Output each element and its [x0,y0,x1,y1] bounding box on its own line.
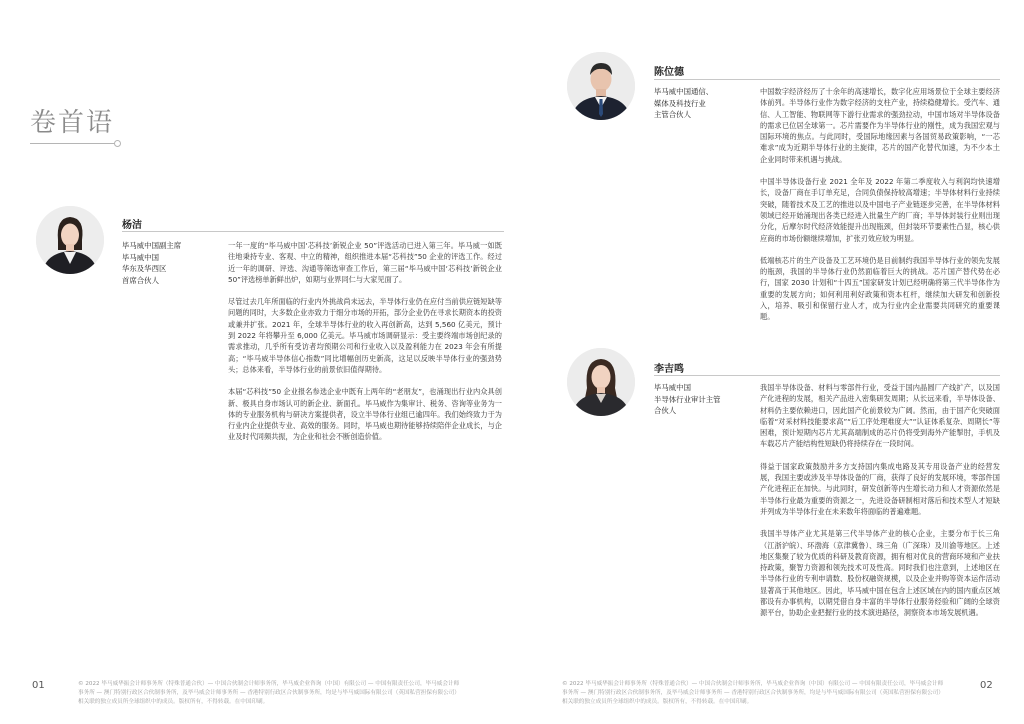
person-role-yang-jie [122,240,181,286]
role-line: 毕马威中国副主席 [122,241,182,250]
title-divider [30,143,116,144]
portrait-li-jiming [567,348,635,416]
footer-copyright-right: © 2022 毕马威华振会计师事务所（特殊普通合伙）— 中国合伙制会计师事务所，毕马威企业咨询（中国）有限公司 — 中国有限责任公司，毕马威会计师事务所 — 澳门特别行政区合伙制事务所，及毕马威会计师事务所 — 香港特别行政区合伙制事务所，均是与毕马威国际有限公司（英国私营担保有限公司）相关联的独立成员所全球组织中的成员。版权所有，不得转载。在中国印刷。 [562,681,944,705]
role-line: 半导体行业审计主管 [654,394,721,404]
intro-text-li-jiming [760,382,1000,619]
intro-text-chen-weide [760,86,1000,323]
person-role-chen-weide [654,86,713,121]
portrait-yang-jie [36,206,104,274]
name-divider [654,79,1000,80]
avatar-chen-weide [567,52,635,120]
paragraph: 中国半导体设备行业 2021 全年及 2022 年第二季度收入与利润均快速增长，设备厂商在手订单充足，合同负债保持较高增速；半导体材料行业持续突破，随着技术及工艺的推进以及中国电子产业链逐步完善，在半导体材料领域已经开始涌现出各类已经进入批量生产的厂商；半导体封装行业则出现分化，后摩尔时代经济效能提升出现瓶颈，但封装环节要素性凸显，核心供应商的市场份额继续增加，扩张刃效应较为明显。 [760,177,1000,243]
paragraph: 一年一度的“毕马威中国‘芯科技’新锐企业 50”评选活动已进入第三年。毕马威一如既往地秉持专业、客观、中立的精神，组织推进本届“芯科技”50 企业的评选工作。经过近一年的调研、评选、沟通等筛选审查工作后，第三届“毕马威中国‘芯科技’新锐企业 50”评选榜单新鲜出炉，如期与业界同仁与大家见面了。 [228,241,502,284]
paragraph: 得益于国家政策鼓励并多方支持国内集成电路及其专用设备产业的经营发展，我国主要或涉及半导体设备的厂商，获得了良好的发展环境，零部件国产化进程正在加快。与此同时，研发创新等内生增长动力和人才资源依然是半导体行业最为重要的资源之一，先进设备研制相对落后和技术型人才短缺并列成为半导体行业在未来数年将面临的普遍难题。 [760,461,1000,516]
paragraph: 本届“芯科技”50 企业报名参选企业中既有上两年的“老朋友”，也涌现出行业内众具创新、极具自身市场认可的新企业、新面孔。毕马威作为集审计、税务、咨询等业务为一体的专业服务机构与研决方案提供者，设立半导体行业组已逾四年。我们始终致力于为行业内企业提供专业、高效的服务。同时，毕马威也期待能够持续陪伴企业成长，与企业及时代同频共振，为企业和社会不断创造价值。 [228,387,502,442]
paragraph: 我国半导体产业尤其是第三代半导体产业的核心企业，主要分布于长三角（江浙沪皖）、环渤海（京津冀鲁）、珠三角（广深珠）及川渝等地区。上述地区集聚了较为优质的科研及教育资源，拥有相对优良的营商环境和产业扶持政策，聚智力资源和领先技术可及性高。同时我们也注意到，上述地区在半导体行业的专利申请数、股份权融资规模，以及企业并购等资本运作活动显著高于其他地区。因此，毕马威中国在包含上述区域在内的国内重点区域都设有办事机构，以期凭借自身丰富的半导体行业服务经验和广阔的全球资源平台，协助企业把握行业的技术演进路径，洞察资本市场发展机遇。 [760,529,1000,618]
role-line: 华东及华西区 [122,264,167,273]
role-line: 首席合伙人 [122,275,159,285]
avatar-yang-jie [36,206,104,274]
role-line: 毕马威中国 [122,252,159,262]
role-line: 合伙人 [654,406,677,415]
page-number-right: 02 [980,680,993,691]
portrait-chen-weide [567,52,635,120]
paragraph: 中国数字经济经历了十余年的高速增长，数字化应用场景位于全球主要经济体前列。半导体行业作为数字经济的支柱产业，持续稳健增长。受汽车、通信、人工智能、物联网等下游行业需求的强劲拉动，中国市场对半导体设备的需求已位居全球第一。芯片需要作为半导体行业的刚性，成为我国宏观与国际环境的焦点。与此同时，受国际地缘因素与各国贸易政策影响，“一芯难求”成为近期半导体行业的主旋律，芯片的国产化替代加速，为不少本土企业同时带来机遇与挑战。 [760,87,1000,164]
footer-copyright-left: © 2022 毕马威华振会计师事务所（特殊普通合伙）— 中国合伙制会计师事务所，毕马威企业咨询（中国）有限公司 — 中国有限责任公司，毕马威会计师事务所 — 澳门特别行政区合伙制事务所，及毕马威会计师事务所 — 香港特别行政区合伙制事务所，均是与毕马威国际有限公司（英国私营担保有限公司）相关联的独立成员所全球组织中的成员。版权所有，不得转载。在中国印刷。 [78,681,460,705]
person-name-yang-jie: 杨洁 [122,220,142,231]
avatar-li-jiming [567,348,635,416]
role-line: 毕马威中国通信、 [654,87,714,96]
person-role-li-jiming [654,382,721,417]
person-name-chen-weide: 陈位德 [654,67,684,78]
role-line: 主管合伙人 [654,110,691,119]
name-divider [654,375,1000,376]
person-name-li-jiming: 李吉鸣 [654,364,684,375]
paragraph: 尽管过去几年所面临的行业内外挑战尚未远去，半导体行业仍在应付当前供应链短缺等问题的同时，大多数企业亦致力于细分市场的开拓，部分企业仍在寻求长期资本的投资或兼并扩张。2021 年，全球半导体行业的收入再创新高，达到 5,560 亿美元，预计到 2022 年将攀升至 6,000 亿美元。毕马威市场调研显示：受主要终端市场创纪录的需求推动，几乎所有受访者均预期公司和行业收入以及盈利能力在 2023 年会有所提高；“毕马威半导体信心指数”同比增幅创历史新高，这足以反映半导体行业的强劲势头；总体来看，半导体行业的前景依旧值得期待。 [228,297,502,374]
role-line: 毕马威中国 [654,383,691,392]
title-divider-dot [114,140,121,147]
paragraph: 我国半导体设备、材料与零部件行业，受益于国内晶圆厂产线扩产，以及国产化进程的发展，相关产品进入密集研发周期；从长远来看，半导体设备、材料仍主要依赖进口，因此国产化前景较为广阔。然而，由于国产化突破面临着“对采材料技能要求高”“后工序处理难度大”“认证体系复杂、周期长”等困难，预计短期内芯片尤其高端制成的芯片仍将受到海外产能掣肘，手机及车载芯片产能结构性短缺仍将持续存在一段时间。 [760,383,1000,449]
paragraph: 低端核芯片的生产设备及工艺环境仍是目前制约我国半导体行业的领先发展的瓶颈，我国的半导体行业仍然面临着巨大的挑战。芯片国产替代势在必行，国家 2030 计划和“十四五”国家研发计划已经明确将第三代半导体作为重要的发展方向；如何利用利好政策和资本杠杆，继续加大研发和创新投入，培养、吸引和保留行业人才，成为行业内企业需要共同研究的重要课题。 [760,255,1000,322]
intro-text-yang-jie [228,240,502,443]
role-line: 媒体及科技行业 [654,98,706,108]
name-divider [122,231,504,232]
section-title: 卷首语 [30,108,115,138]
page-number-left: 01 [32,680,45,691]
